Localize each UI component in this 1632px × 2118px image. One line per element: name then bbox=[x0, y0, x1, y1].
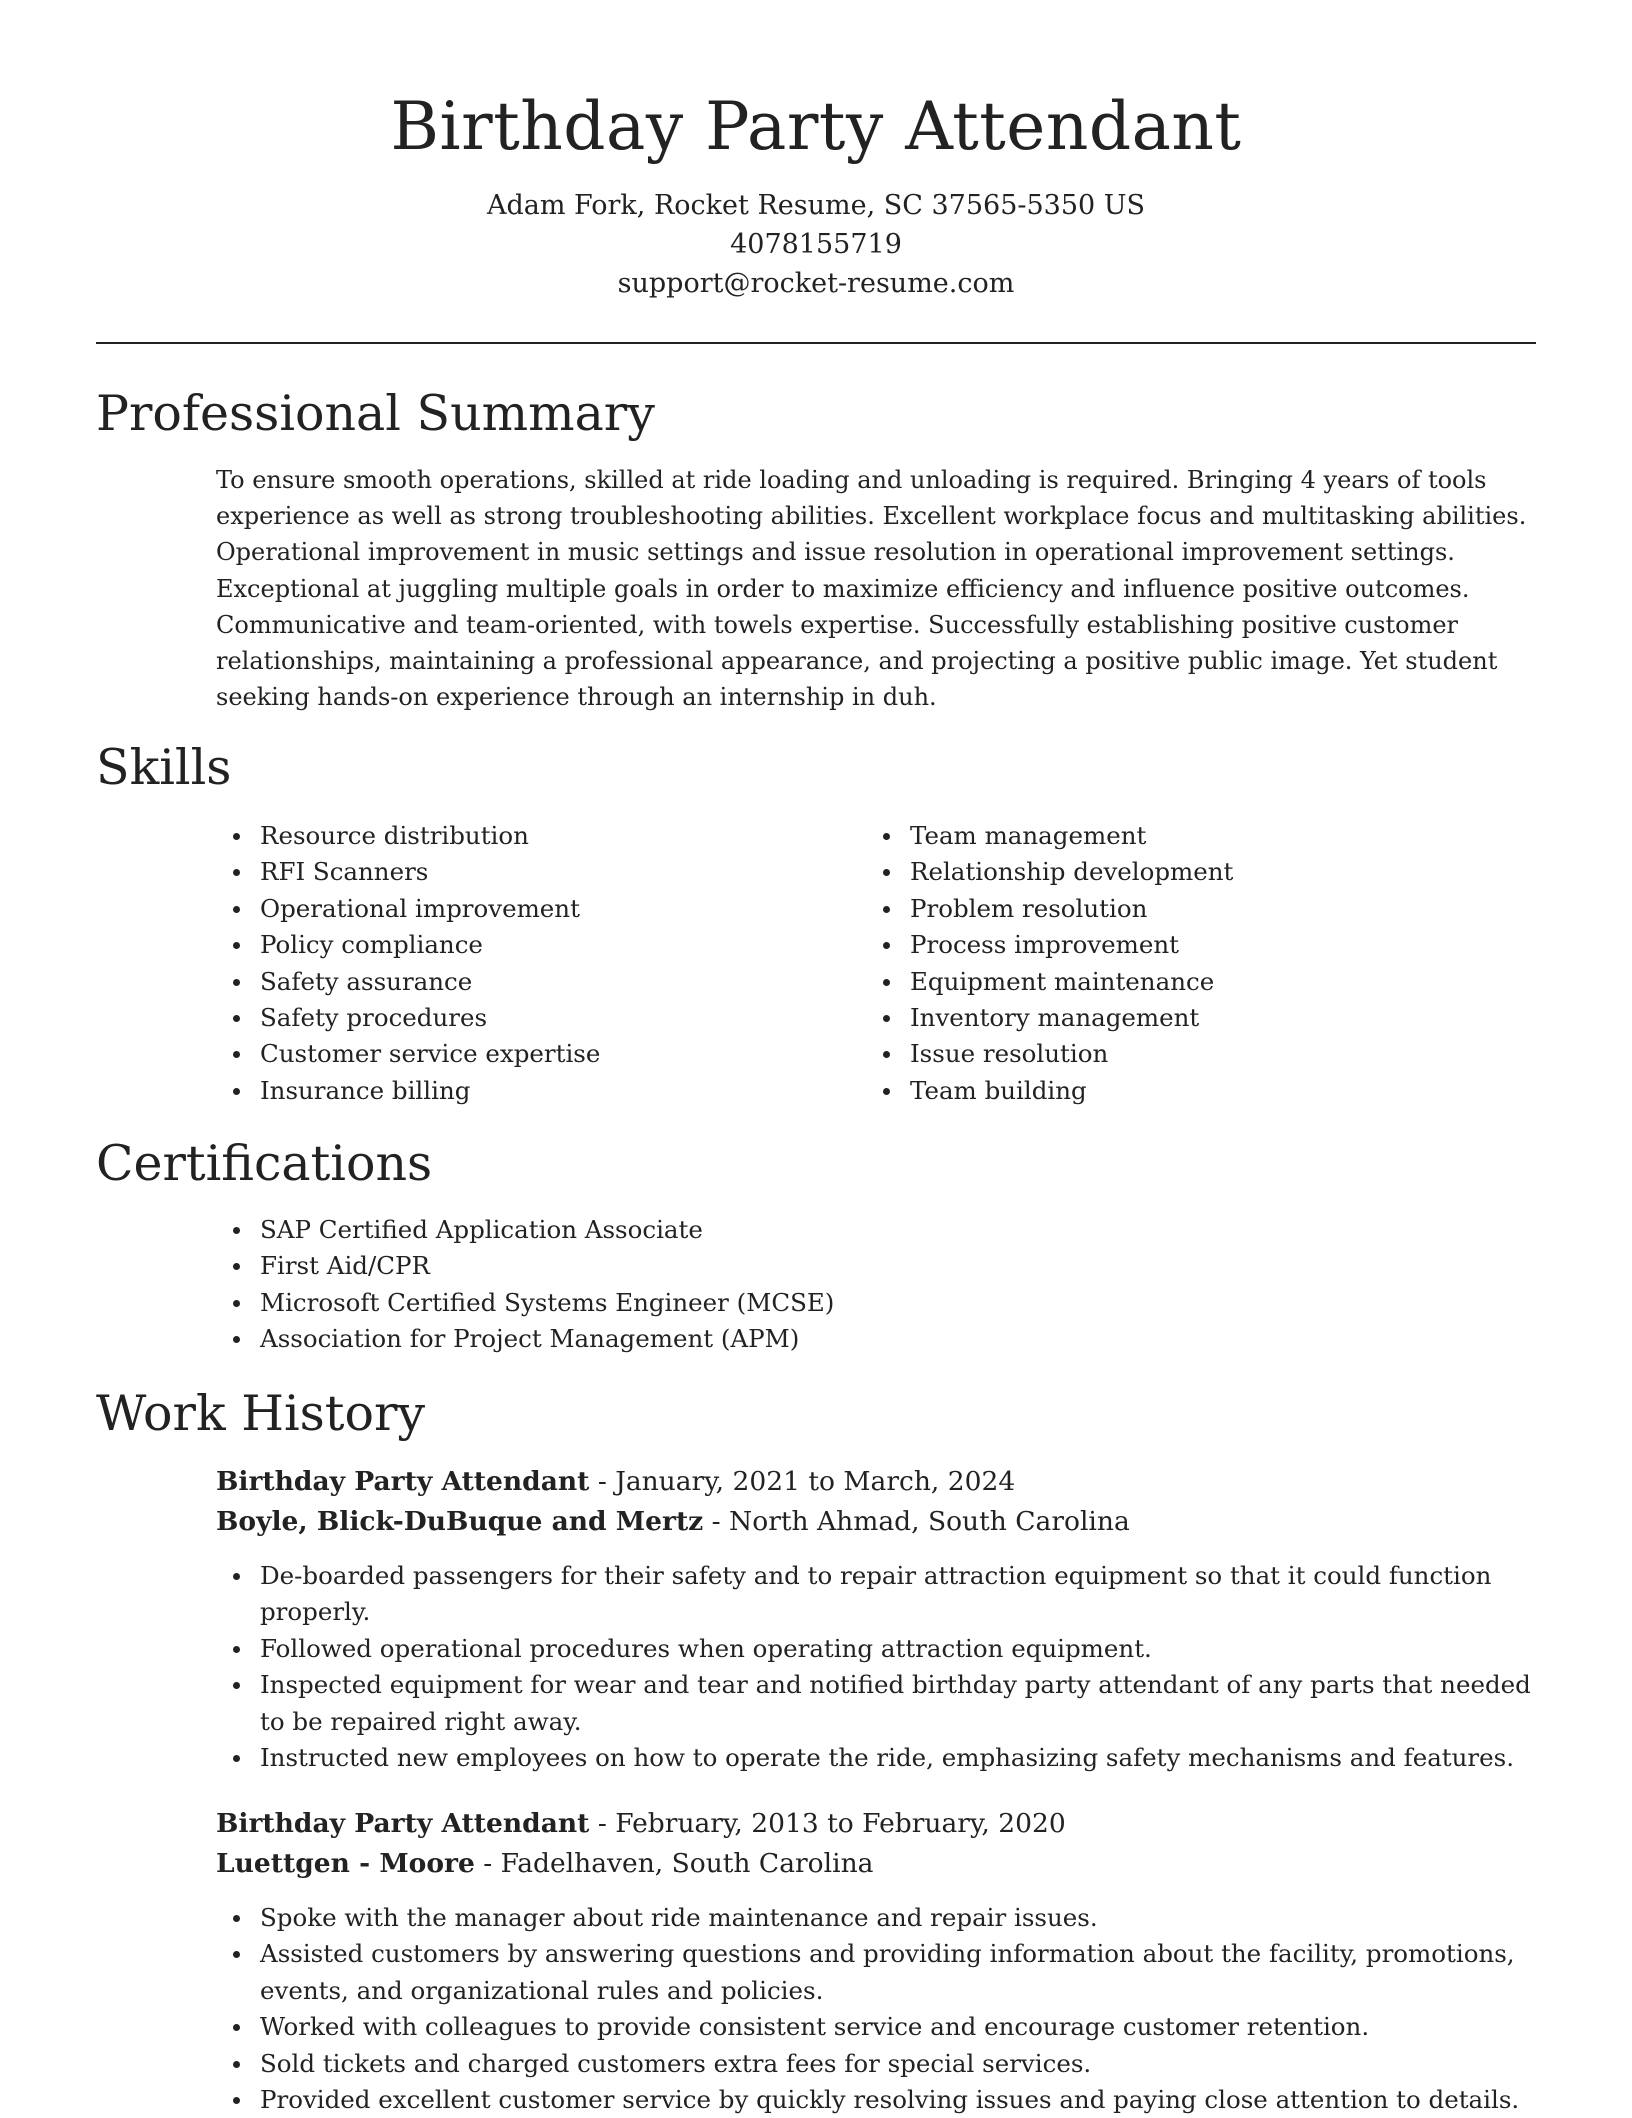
skill-item: Resource distribution bbox=[216, 818, 776, 854]
header-divider bbox=[96, 342, 1536, 344]
skill-item: Team building bbox=[866, 1073, 1426, 1109]
job-duty-item: Worked with colleagues to provide consistent service and encourage customer retention. bbox=[216, 2009, 1546, 2045]
certification-item: First Aid/CPR bbox=[216, 1248, 1316, 1284]
job-dates: - January, 2021 to March, 2024 bbox=[589, 1466, 1016, 1497]
job-duty-item: Inspected equipment for wear and tear and notified birthday party attendant of any parts that needed to be repaired right away. bbox=[216, 1667, 1546, 1740]
job-entry bbox=[216, 1462, 1546, 1776]
contact-block bbox=[0, 186, 1632, 303]
skill-item: Safety assurance bbox=[216, 964, 776, 1000]
job-company-line bbox=[216, 1844, 1546, 1884]
skill-item: Safety procedures bbox=[216, 1000, 776, 1036]
certification-item: Association for Project Management (APM) bbox=[216, 1321, 1316, 1357]
skills-heading: Skills bbox=[96, 739, 232, 796]
job-duty-item: Spoke with the manager about ride maintenance and repair issues. bbox=[216, 1900, 1546, 1936]
skill-item: Process improvement bbox=[866, 927, 1426, 963]
skills-list-right bbox=[866, 818, 1426, 1109]
job-duties-list bbox=[216, 1558, 1546, 1776]
certification-item: Microsoft Certified Systems Engineer (MCSE) bbox=[216, 1285, 1316, 1321]
skill-item: Policy compliance bbox=[216, 927, 776, 963]
job-duty-item: Instructed new employees on how to operate the ride, emphasizing safety mechanisms and features. bbox=[216, 1740, 1546, 1776]
contact-address: Adam Fork, Rocket Resume, SC 37565-5350 US bbox=[486, 190, 1146, 221]
job-duty-item: Sold tickets and charged customers extra fees for special services. bbox=[216, 2046, 1546, 2082]
skill-item: Operational improvement bbox=[216, 891, 776, 927]
job-duty-item: Followed operational procedures when operating attraction equipment. bbox=[216, 1631, 1546, 1667]
certifications-heading: Certifications bbox=[96, 1135, 433, 1192]
job-company-line bbox=[216, 1502, 1546, 1542]
job-duty-item: Assisted customers by answering questions and providing information about the facility, promotions, events, and organizational rules and policies. bbox=[216, 1936, 1546, 2009]
job-duties-list bbox=[216, 1900, 1546, 2118]
work-history-heading: Work History bbox=[96, 1385, 426, 1442]
skill-item: Insurance billing bbox=[216, 1073, 776, 1109]
job-dates: - February, 2013 to February, 2020 bbox=[589, 1808, 1066, 1839]
job-entry bbox=[216, 1804, 1546, 2118]
job-company: Luettgen - Moore bbox=[216, 1848, 475, 1879]
job-duty-item: Provided excellent customer service by quickly resolving issues and paying close attention to details. bbox=[216, 2082, 1546, 2118]
job-location: - Fadelhaven, South Carolina bbox=[474, 1848, 874, 1879]
skill-item: Inventory management bbox=[866, 1000, 1426, 1036]
job-title-line bbox=[216, 1804, 1546, 1844]
job-role: Birthday Party Attendant bbox=[216, 1808, 590, 1839]
job-location: - North Ahmad, South Carolina bbox=[703, 1506, 1130, 1537]
skill-item: RFI Scanners bbox=[216, 854, 776, 890]
contact-email: support@rocket-resume.com bbox=[617, 268, 1015, 299]
skill-item: Team management bbox=[866, 818, 1426, 854]
summary-text: To ensure smooth operations, skilled at ride loading and unloading is required. Bringing 4 years of tools experience as well as strong troubleshooting abilities. Excellent workplace focus and multitasking abilities. Operational improvement in music settings and issue resolution in operational improvement settings. Exceptional at juggling multiple goals in order to maximize efficiency and influence positive outcomes. Communicative and team-oriented, with towels expertise. Successfully establishing positive customer relationships, maintaining a professional appearance, and projecting a positive public image. Yet student seeking hands-on experience through an internship in duh. bbox=[216, 466, 1527, 712]
skill-item: Issue resolution bbox=[866, 1036, 1426, 1072]
skill-item: Problem resolution bbox=[866, 891, 1426, 927]
certifications-list bbox=[216, 1212, 1316, 1358]
job-company: Boyle, Blick-DuBuque and Mertz bbox=[216, 1506, 704, 1537]
skill-item: Relationship development bbox=[866, 854, 1426, 890]
skills-list-left bbox=[216, 818, 776, 1109]
resume-header bbox=[0, 0, 1632, 303]
job-duty-item: De-boarded passengers for their safety and to repair attraction equipment so that it could function properly. bbox=[216, 1558, 1546, 1631]
contact-phone: 4078155719 bbox=[730, 229, 902, 260]
summary-heading: Professional Summary bbox=[96, 385, 655, 442]
job-title-line bbox=[216, 1462, 1546, 1502]
skill-item: Equipment maintenance bbox=[866, 964, 1426, 1000]
candidate-title: Birthday Party Attendant bbox=[390, 88, 1242, 165]
certification-item: SAP Certified Application Associate bbox=[216, 1212, 1316, 1248]
job-role: Birthday Party Attendant bbox=[216, 1466, 590, 1497]
skill-item: Customer service expertise bbox=[216, 1036, 776, 1072]
